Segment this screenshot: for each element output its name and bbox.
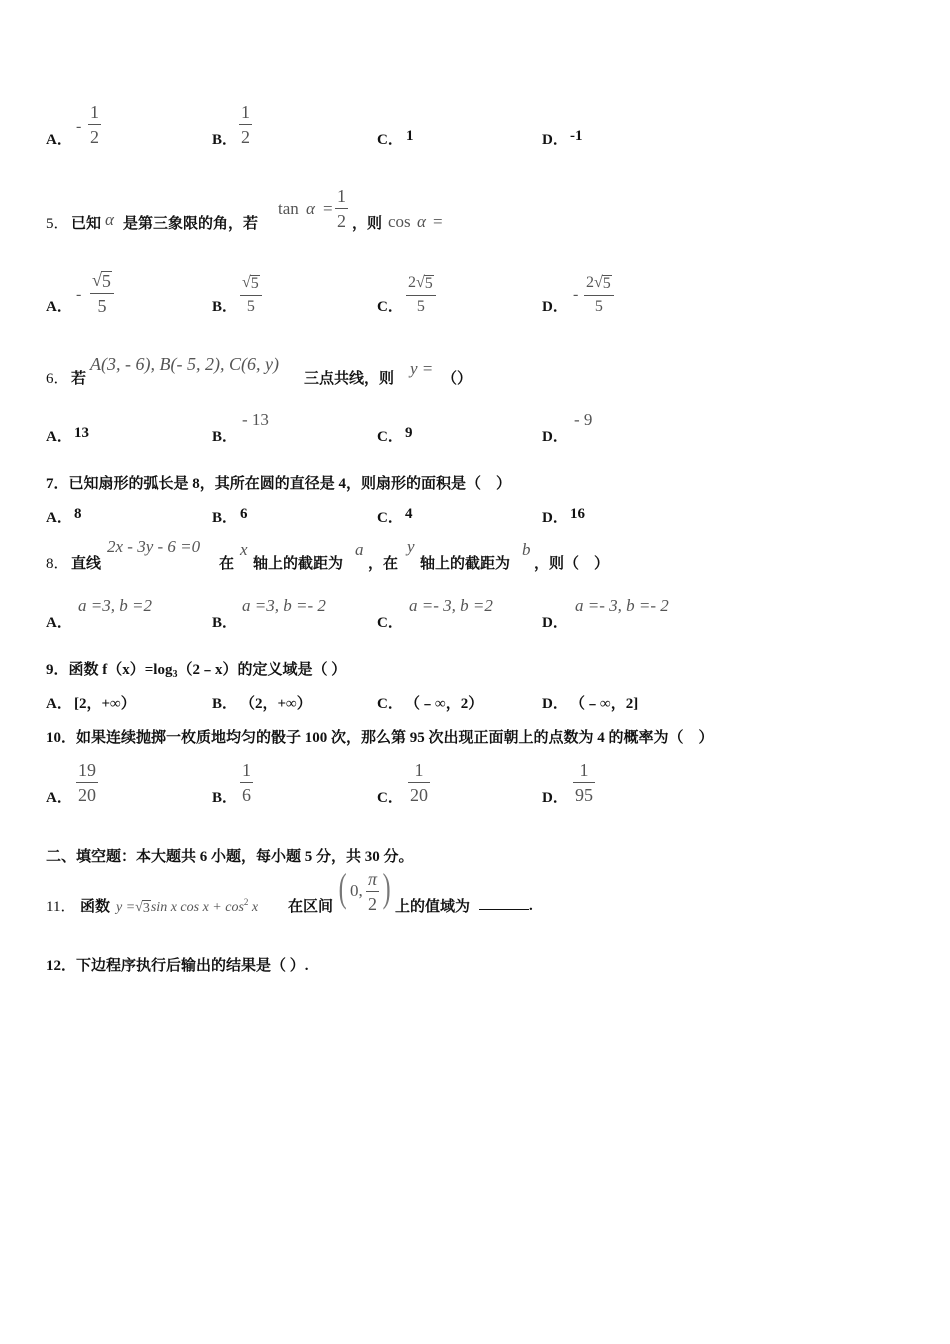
q8-text-4: ，在 xyxy=(368,556,399,572)
q8-option-c-value: a =- 3, b =2 xyxy=(409,596,493,615)
q6-option-a-value: 13 xyxy=(74,425,89,441)
q8-b: b xyxy=(522,540,531,559)
denominator: 5 xyxy=(594,298,603,315)
q5-text-1: 已知 xyxy=(71,216,102,232)
q5-option-a-sign: - xyxy=(76,286,82,303)
q5-tan: tan xyxy=(278,199,299,218)
numerator: 1 xyxy=(241,102,250,122)
q11-right-paren: ) xyxy=(382,865,391,910)
q10-option-a-fraction xyxy=(76,761,98,804)
q8-text-3: 轴上的截距为 xyxy=(253,556,344,572)
q11-text-3: 上的值域为 xyxy=(395,899,471,915)
q9-option-c-label: C． xyxy=(377,696,403,712)
radicand: 5 xyxy=(424,275,433,292)
q6-text-3: （） xyxy=(442,371,473,387)
numerator: 1 xyxy=(90,102,99,122)
q7-option-b-value: 6 xyxy=(240,506,248,522)
q8-option-d-value: a =- 3, b =- 2 xyxy=(575,596,669,615)
q7-option-b-label: B． xyxy=(212,510,238,526)
q4-option-d-label: D． xyxy=(542,132,568,148)
numerator: 1 xyxy=(579,760,589,780)
q5-option-c-fraction xyxy=(406,275,436,315)
q5-number: 5． xyxy=(46,216,69,232)
radicand: 5 xyxy=(101,271,111,291)
q5-option-b-fraction xyxy=(240,275,262,315)
q8-option-a-value: a =3, b =2 xyxy=(78,596,152,615)
coefficient: 2 xyxy=(408,274,416,291)
q4-option-b-label: B． xyxy=(212,132,238,148)
q9-option-a-value: [2，+∞） xyxy=(74,696,136,712)
numerator: 2√ 5 xyxy=(408,274,433,292)
q7-option-c-label: C． xyxy=(377,510,403,526)
q9-text-post: （2﹣x）的定义域是（ ） xyxy=(177,662,347,678)
q11-period: . xyxy=(529,898,533,914)
q8-text-5: 轴上的截距为 xyxy=(420,556,511,572)
q8-option-d-label: D． xyxy=(542,615,568,631)
q10-option-a-label: A． xyxy=(46,790,72,806)
q4-option-a-label: A． xyxy=(46,132,72,148)
denominator: 5 xyxy=(246,298,255,315)
q12-text: 12．下边程序执行后输出的结果是（ ）. xyxy=(46,958,309,974)
q11-answer-blank xyxy=(479,895,533,915)
numerator: 1 xyxy=(242,760,251,780)
q8-a: a xyxy=(355,540,364,559)
q8-x: x xyxy=(240,540,248,559)
numerator: √ 5 xyxy=(242,274,259,292)
q9-text xyxy=(46,658,346,680)
q4-option-b-fraction xyxy=(239,103,252,146)
q5-text-2: 是第三象限的角，若 xyxy=(123,216,259,232)
q5-option-d-sign: - xyxy=(573,286,579,303)
section-2-heading: 二、填空题：本大题共 6 小题，每小题 5 分，共 30 分。 xyxy=(46,849,414,865)
numerator: 19 xyxy=(78,760,96,780)
q6-option-d-label: D． xyxy=(542,429,568,445)
q8-text-6: ，则（ ） xyxy=(534,556,610,572)
coefficient: 2 xyxy=(586,274,594,291)
q11-function: y =√ 3 sin x $\cos x + \cos^2 x$ xyxy=(116,897,259,916)
q4-option-a-fraction xyxy=(88,103,101,146)
q8-option-b-value: a =3, b =- 2 xyxy=(242,596,326,615)
q6-option-b-value: - 13 xyxy=(242,410,269,429)
q7-option-d-label: D． xyxy=(542,510,568,526)
q4-option-c-value: 1 xyxy=(406,128,414,144)
q5-option-d-fraction xyxy=(584,275,614,315)
q8-number: 8． xyxy=(46,556,69,572)
q9-log-base: 3 xyxy=(172,669,178,680)
numerator: 1 xyxy=(337,186,346,206)
q11-text-1: 函数 xyxy=(80,899,111,915)
q6-text-2: 三点共线，则 xyxy=(304,371,395,387)
q5-option-d-label: D． xyxy=(542,299,568,315)
q11-interval-left: 0, xyxy=(350,881,363,900)
denominator: 95 xyxy=(575,785,593,805)
q9-option-b-label: B． xyxy=(212,696,238,712)
denominator: 2 xyxy=(368,894,378,914)
q8-text-2: 在 xyxy=(219,556,235,572)
q10-option-b-fraction xyxy=(240,761,253,804)
q8-text-1: 直线 xyxy=(71,556,102,572)
q9-option-d-label: D． xyxy=(542,696,568,712)
denominator: 20 xyxy=(78,785,96,805)
denominator: 20 xyxy=(410,785,428,805)
q7-text: 7．已知扇形的弧长是 8，其所在圆的直径是 4，则扇形的面积是（ ） xyxy=(46,476,512,492)
q6-option-c-value: 9 xyxy=(405,425,413,441)
denominator: 2 xyxy=(337,211,346,231)
q5-option-c-label: C． xyxy=(377,299,403,315)
q11-function-radicand: 3 xyxy=(142,901,150,916)
q5-option-a-label: A． xyxy=(46,299,72,315)
q10-option-c-fraction xyxy=(408,761,430,804)
q11-left-paren: ( xyxy=(338,865,347,910)
denominator: 2 xyxy=(241,127,250,147)
q6-number: 6． xyxy=(46,371,69,387)
q10-text: 10．如果连续抛掷一枚质地均匀的骰子 100 次，那么第 95 次出现正面朝上的点数为 4 的概率为（ ） xyxy=(46,730,714,746)
numerator: 1 xyxy=(414,760,424,780)
q6-points: A(3, - 6), B(- 5, 2), C(6, y) xyxy=(90,354,279,374)
q11-function-tail: x xyxy=(248,900,259,915)
q9-option-b-value: （2，+∞） xyxy=(240,696,312,712)
q5-text-3: ，则 xyxy=(352,216,383,232)
denominator: 5 xyxy=(97,296,107,316)
q11-function-lhs: y = xyxy=(116,900,136,915)
radicand: 5 xyxy=(250,275,259,292)
numerator: 2√ 5 xyxy=(586,274,611,292)
q8-y: y xyxy=(407,537,415,556)
q6-option-c-label: C． xyxy=(377,429,403,445)
q5-fraction xyxy=(335,187,348,230)
q10-option-d-fraction xyxy=(573,761,595,804)
q5-cos-alpha: α xyxy=(417,212,426,231)
q6-option-d-value: - 9 xyxy=(574,410,593,429)
q11-number: 11． xyxy=(46,899,76,915)
q7-option-a-value: 8 xyxy=(74,506,82,522)
q8-option-b-label: B． xyxy=(212,615,238,631)
q5-cos-equals: = xyxy=(433,212,443,231)
q4-option-a-sign: - xyxy=(76,118,82,135)
q6-text-1: 若 xyxy=(71,371,87,387)
denominator: 5 xyxy=(416,298,425,315)
denominator: 6 xyxy=(242,785,251,805)
q5-option-b-label: B． xyxy=(212,299,238,315)
answer-blank-line xyxy=(479,895,529,910)
q9-text-pre: 9．函数 f（x）=log xyxy=(46,662,173,678)
q11-text-2: 在区间 xyxy=(288,899,334,915)
q9-option-c-value: （﹣∞，2） xyxy=(405,696,484,712)
q11-interval-fraction xyxy=(366,870,379,913)
q8-option-c-label: C． xyxy=(377,615,403,631)
q7-option-c-value: 4 xyxy=(405,506,413,522)
q6-var: y = xyxy=(410,359,434,378)
q9-option-a-label: A． xyxy=(46,696,72,712)
denominator: 2 xyxy=(90,127,99,147)
q11-function-body: sin x cos x + cos xyxy=(150,900,244,915)
radicand: 5 xyxy=(602,275,611,292)
q4-option-d-value: -1 xyxy=(570,128,583,144)
q6-option-b-label: B． xyxy=(212,429,238,445)
q5-tan-alpha: α xyxy=(306,199,315,218)
q8-option-a-label: A． xyxy=(46,615,72,631)
q5-cos: cos xyxy=(388,212,411,231)
q10-option-d-label: D． xyxy=(542,790,568,806)
numerator: π xyxy=(368,869,378,889)
q5-option-a-fraction xyxy=(90,271,114,315)
q9-option-d-value: （﹣∞，2] xyxy=(570,696,639,712)
q6-option-a-label: A． xyxy=(46,429,72,445)
q11-function-exponent: 2 xyxy=(243,897,249,907)
q5-alpha: α xyxy=(105,210,114,229)
q7-option-d-value: 16 xyxy=(570,506,585,522)
q10-option-b-label: B． xyxy=(212,790,238,806)
q4-option-c-label: C． xyxy=(377,132,403,148)
q10-option-c-label: C． xyxy=(377,790,403,806)
q5-equals: = xyxy=(323,199,333,218)
q8-equation: 2x - 3y - 6 =0 xyxy=(107,537,201,556)
numerator: √ 5 xyxy=(92,270,111,291)
q7-option-a-label: A． xyxy=(46,510,72,526)
